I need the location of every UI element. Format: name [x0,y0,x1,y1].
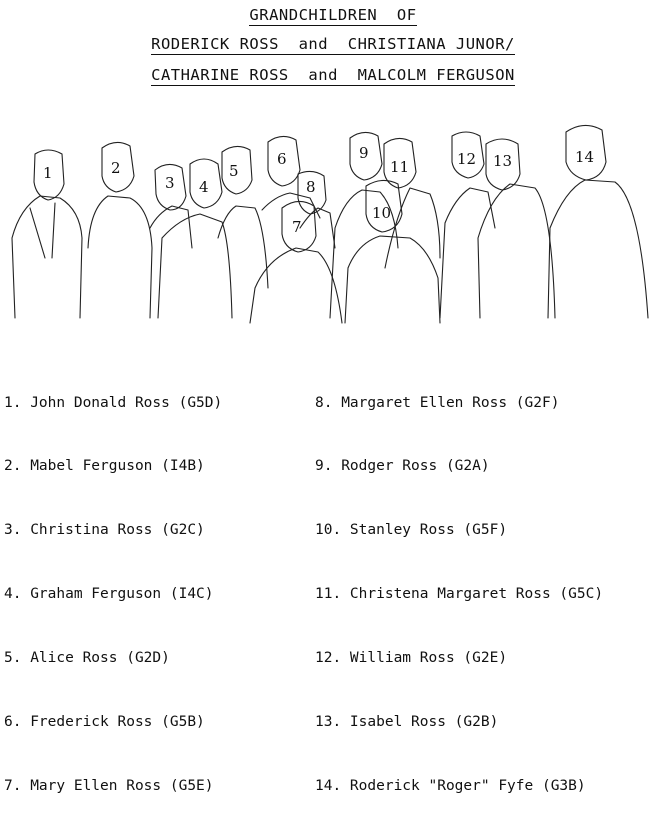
group-photo-outline-sketch [0,118,666,328]
legend-left-column [4,350,222,819]
legend-entry-11: 11. Christena Margaret Ross (G5C) [315,586,604,603]
legend-entry-10: 10. Stanley Ross (G5F) [315,522,508,539]
label-14: 14 [575,148,595,166]
legend-entry-12: 12. William Ross (G2E) [315,650,508,667]
legend-entry-9: 9. Rodger Ross (G2A) [315,458,490,475]
legend-entry-8: 8. Margaret Ellen Ross (G2F) [315,394,560,411]
label-2: 2 [111,159,121,177]
title-grandchildren-of: GRANDCHILDREN OF [249,6,417,24]
legend-entry-5: 5. Alice Ross (G2D) [4,650,170,667]
title-parents-first: RODERICK ROSS and CHRISTIANA JUNOR/ [151,35,515,53]
legend-right-column [315,350,603,819]
label-3: 3 [165,174,175,192]
label-12: 12 [457,150,477,168]
label-5: 5 [229,162,239,180]
legend-entry-13: 13. Isabel Ross (G2B) [315,714,499,731]
label-4: 4 [199,178,209,196]
legend-entry-1: 1. John Donald Ross (G5D) [4,394,223,411]
label-1: 1 [43,164,53,182]
legend-entry-7: 7. Mary Ellen Ross (G5E) [4,777,214,794]
label-6: 6 [277,150,287,168]
legend-entry-2: 2. Mabel Ferguson (I4B) [4,458,205,475]
title-line-1 [0,6,666,24]
label-8: 8 [306,178,316,196]
title-line-2 [0,35,666,53]
head-outlines [34,125,606,252]
head-number-labels [43,144,594,236]
label-7: 7 [292,218,302,236]
title-parents-second: CATHARINE ROSS and MALCOLM FERGUSON [151,66,515,84]
title-line-3 [0,66,666,84]
label-11: 11 [390,158,410,176]
legend-entry-14: 14. Roderick "Roger" Fyfe (G3B) [315,777,586,794]
figure-outlines [12,180,648,323]
label-10: 10 [372,204,392,222]
label-13: 13 [493,152,513,170]
legend-entry-3: 3. Christina Ross (G2C) [4,522,205,539]
legend-entry-6: 6. Frederick Ross (G5B) [4,714,205,731]
label-9: 9 [359,144,369,162]
legend-entry-4: 4. Graham Ferguson (I4C) [4,586,214,603]
